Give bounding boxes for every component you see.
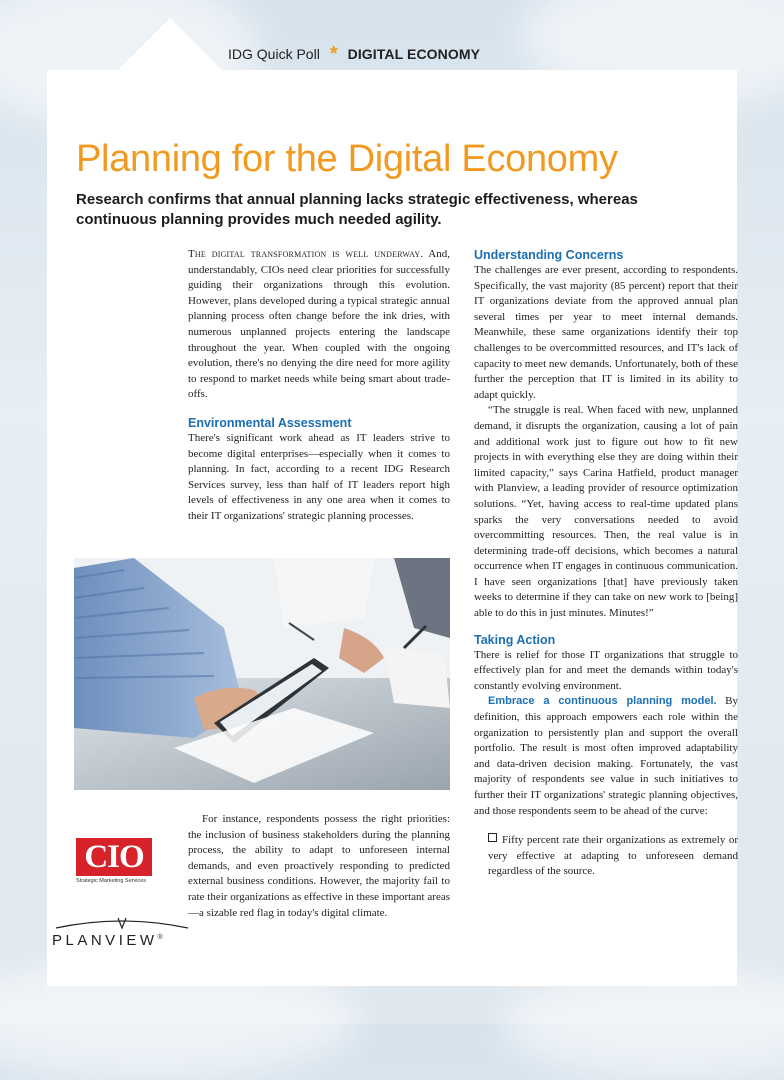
left-column-top <box>188 247 450 525</box>
intro-text: And, understandably, CIOs need clear priorities for successfully guiding their organizations through this evolution. However, plans developed during a typical strategic annual planning process often change before the ink dries, with numerous unplanned projects entering the landscape throughout the year. When coupled with the ongoing evolution, there's no denying the dire need for more agility to respond to market needs while being smart about trade-offs. <box>188 248 451 401</box>
bullet-text: Fifty percent rate their organizations as extremely or very effective at adapting to unforeseen demand regardless of the source. <box>488 834 738 878</box>
left-column-bottom <box>188 812 450 921</box>
page-title: Planning for the Digital Economy <box>76 138 618 180</box>
planview-registered-mark: ® <box>157 934 163 941</box>
publication-name: IDG Quick Poll <box>228 46 320 62</box>
environmental-heading: Environmental Assessment <box>188 415 352 430</box>
section-name: DIGITAL ECONOMY <box>347 46 481 62</box>
planview-logo <box>52 916 192 952</box>
embrace-heading: Embrace a continuous planning model. <box>488 695 717 708</box>
priorities-paragraph: For instance, respondents possess the right priorities: the inclusion of business stakeholders during the planning process, the ability to adapt to unforeseen internal demands, and even proactively responding to predicted external business conditions. However, the majority fail to rate their organizations as effective in these important areas—a sizable red flag in today's digital climate. <box>188 813 450 919</box>
cio-logo <box>76 838 152 886</box>
business-meeting-photo <box>74 558 450 790</box>
embrace-text: By definition, this approach empowers each role within the organization to persistently plan and support the overall portfolio. The result is most often improved adaptability and data-driven decision making. Fortunately, the vast majority of respondents see value in such initiatives to further their IT organizations' strategic planning objectives, and those respondents seem to be ahead of the curve: <box>474 695 739 817</box>
concerns-heading: Understanding Concerns <box>474 248 624 262</box>
right-column <box>474 247 738 880</box>
photo-illustration <box>74 558 450 790</box>
background-cloud <box>500 970 784 1080</box>
environmental-paragraph: There's significant work ahead as IT leaders strive to become digital enterprises—especially when it comes to planning. In fact, according to a recent IDG Research Services survey, less than half of IT leaders report high levels of effectiveness in any one area when it comes to their IT organizations' strategic planning processes. <box>188 431 450 522</box>
embrace-paragraph <box>474 694 738 819</box>
page-notch <box>116 18 224 72</box>
running-header <box>228 44 480 64</box>
checkbox-bullet-icon <box>488 833 497 842</box>
cio-logo-mark: CIO <box>76 838 152 876</box>
action-heading: Taking Action <box>474 632 556 647</box>
planview-wordmark <box>52 932 163 949</box>
intro-lead: The digital transformation is well underway. <box>188 248 424 260</box>
bullet-item <box>474 833 738 880</box>
asterisk-separator-icon: * <box>329 43 338 65</box>
intro-paragraph <box>188 247 450 403</box>
concerns-paragraph: The challenges are ever present, according to respondents. Specifically, the vast majority (85 percent) report that their IT organizations deviate from the approved annual plan several times per year to meet internal demands. Meanwhile, these same organizations identify their top challenges to be overcommitted resources, and IT's lack of capacity to meet new demands. Unfortunately, both of these further the perception that IT is limited in its ability to adapt quickly. <box>474 264 738 401</box>
page-subtitle: Research confirms that annual planning lacks strategic effectiveness, whereas continuous planning provides much needed agility. <box>76 191 638 228</box>
action-paragraph: There is relief for those IT organizations that struggle to effectively plan for and meet the demands within today's constantly evolving environment. <box>474 648 738 692</box>
cio-logo-tagline: Strategic Marketing Services <box>76 878 146 884</box>
quote-paragraph: “The struggle is real. When faced with new, unplanned demand, it disrupts the organization, causing a lot of pain and additional work just to figure out how to fit new projects in with everything else they are doing within their limited capacity,” says Carina Hatfield, product manager with Planview, a leading provider of resource optimization solutions. “Yet, having access to real-time updated plans sparks the very conversations needed to avoid overcommitting resources. Then, the real value is in determining trade-off decisions, which becomes a natural occurrence when IT engages in continuous communication. I have seen organizations [that] have previously taken weeks to determine if they can take on new work to [being] able to do this in just minutes. Minutes!” <box>474 404 738 620</box>
planview-wordmark-text: PLANVIEW <box>52 932 158 949</box>
